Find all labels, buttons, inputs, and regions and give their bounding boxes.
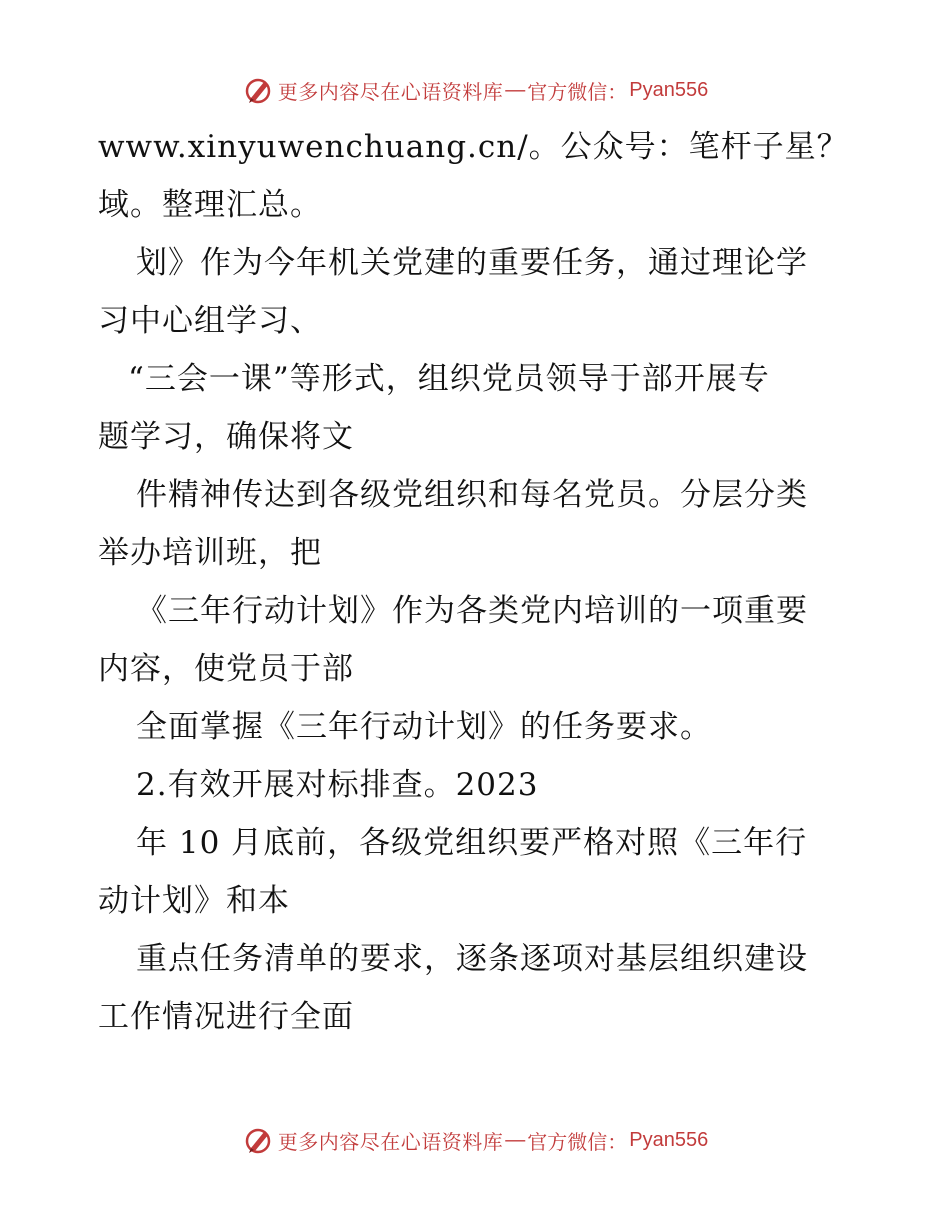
footer-banner-dash: — [505, 1128, 526, 1151]
body-line: 习中心组学习、 [98, 303, 322, 339]
body-line: 域。整理汇总。 [98, 187, 322, 223]
body-line: 《三年行动计划》作为各类党内培训的一项重要 [136, 593, 808, 629]
body-line: 重点任务清单的要求，逐条逐项对基层组织建设 [136, 941, 808, 977]
body-line: 动计划》和本 [98, 883, 290, 919]
pen-logo-icon [242, 74, 274, 106]
body-line: 工作情况进行全面 [98, 999, 354, 1035]
header-banner-dash: — [505, 78, 526, 101]
body-line: 年 10 月底前，各级党组织要严格对照《三年行 [136, 825, 808, 861]
footer-banner-text: 更多内容尽在心语资料库 [277, 1129, 504, 1154]
footer-wechat-label: 官方微信： [527, 1129, 628, 1154]
footer-wechat-id: Pyan556 [629, 1128, 709, 1151]
header-watermark-banner [0, 70, 950, 110]
body-line: 件精神传达到各级党组织和每名党员。分层分类 [136, 477, 808, 513]
body-line: “三会一课”等形式，组织党员领导于部开展专 [128, 361, 770, 397]
header-wechat-id: Pyan556 [629, 78, 709, 101]
body-line: 2.有效开展对标排查。2023 [136, 767, 539, 803]
header-wechat-label: 官方微信： [527, 79, 628, 104]
header-banner-text: 更多内容尽在心语资料库 [277, 79, 504, 104]
body-line: 题学习，确保将文 [98, 419, 354, 455]
footer-watermark-banner [0, 1120, 950, 1160]
body-line: 划》作为今年机关党建的重要任务，通过理论学 [136, 245, 808, 281]
body-line: 举办培训班，把 [98, 535, 322, 571]
document-body [98, 118, 858, 1046]
pen-logo-icon [242, 1124, 274, 1156]
body-line: 全面掌握《三年行动计划》的任务要求。 [136, 709, 712, 745]
body-line: www.xinyuwenchuang.cn/。公众号：笔杆子星？ [98, 129, 849, 165]
body-line: 内容，使党员于部 [98, 651, 354, 687]
